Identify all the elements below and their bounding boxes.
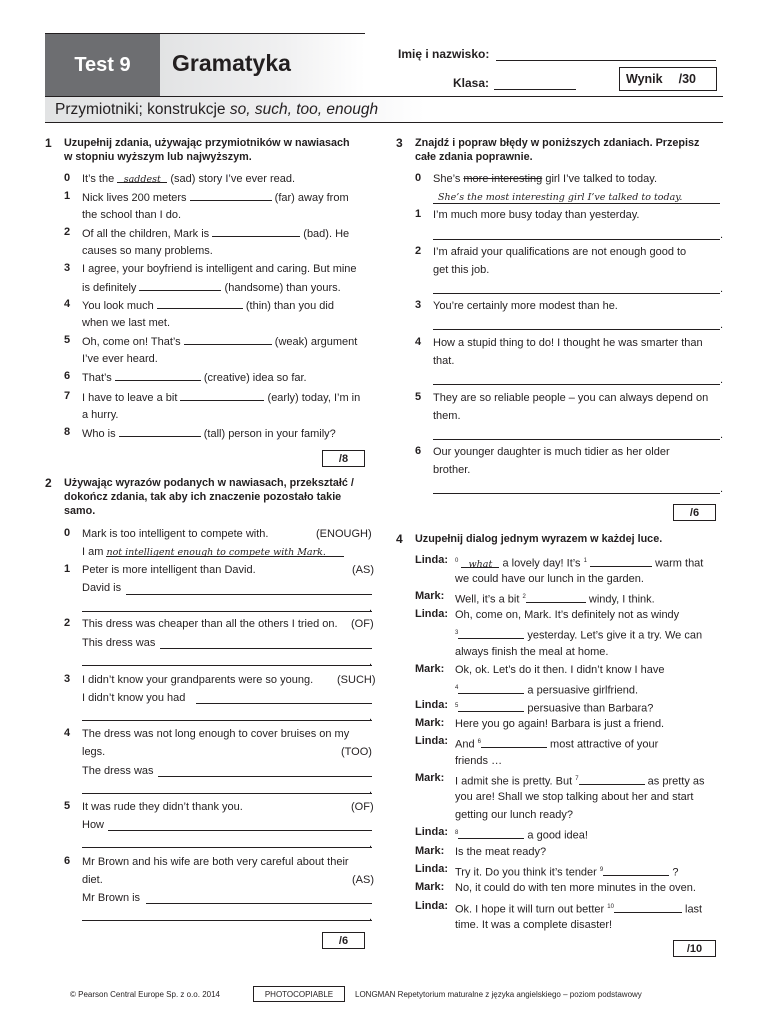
item-text: (handsome) than yours.	[224, 282, 341, 294]
item-line: I’m afraid your qualifications are not enough good to	[433, 246, 687, 258]
answer-line[interactable]	[433, 293, 720, 294]
speaker-label: Mark:	[415, 881, 445, 893]
answer-line[interactable]	[146, 903, 372, 904]
item-text: is definitely	[82, 282, 137, 294]
item-number: 6	[64, 855, 71, 867]
subtitle-italic: so, such, too, enough	[229, 101, 379, 118]
exercise-instruction	[64, 476, 354, 518]
item-line	[82, 334, 357, 349]
full-stop: .	[369, 656, 373, 668]
exercise-score-box: /10	[673, 940, 716, 957]
dialog-text: a persuasive girlfriend.	[527, 684, 639, 697]
item-line: the school than I do.	[82, 209, 182, 221]
test-label-text: Test 9	[74, 53, 131, 76]
item-number: 5	[64, 800, 71, 812]
item-line: brother.	[433, 464, 471, 476]
item-number: 3	[64, 262, 71, 274]
answer-line[interactable]	[108, 830, 372, 831]
item-text: (creative) idea so far.	[203, 372, 307, 384]
item-text: Oh, come on! That’s	[82, 336, 181, 348]
book-title: LONGMAN Repetytorium maturalne z języka angielskiego – poziom podstawowy	[355, 990, 642, 999]
dialog-text: most attractive of your	[550, 738, 659, 751]
answer-blank[interactable]	[157, 298, 243, 309]
gap-blank[interactable]	[526, 592, 586, 603]
item-line: How	[82, 819, 105, 831]
answer-blank[interactable]	[139, 280, 221, 291]
exercise-score-box: /6	[322, 932, 365, 949]
item-line: This dress was cheaper than all the others I tried on.	[82, 618, 338, 630]
item-text: girl I’ve talked to today.	[545, 173, 658, 185]
item-text: I am	[82, 546, 104, 558]
dialog-line	[455, 826, 588, 843]
item-number: 1	[64, 190, 71, 202]
item-number: 6	[415, 445, 422, 457]
full-stop: .	[720, 429, 724, 441]
dialog-text: Well, it’s a bit	[455, 593, 520, 606]
answer-blank[interactable]	[180, 390, 264, 401]
item-text: Nick lives 200 meters	[82, 192, 187, 204]
answer-line[interactable]	[82, 920, 372, 921]
item-number: 4	[64, 298, 71, 310]
speaker-label: Linda:	[415, 826, 448, 838]
item-text: Who is	[82, 428, 116, 440]
item-number: 2	[64, 226, 71, 238]
item-line: They are so reliable people – you can always depend on	[433, 392, 709, 404]
item-line	[82, 370, 307, 385]
exercise-instruction	[64, 136, 350, 164]
item-line: I’m much more busy today than yesterday.	[433, 209, 640, 221]
exercise-instruction	[415, 136, 699, 164]
score-box	[619, 67, 717, 91]
keyword: (AS)	[352, 874, 374, 886]
dialog-line	[455, 735, 658, 752]
item-number: 2	[415, 245, 422, 257]
instruction-line: Używając wyrazów podanych w nawiasach, przekształć /	[64, 477, 354, 489]
dialog-line	[455, 863, 678, 880]
full-stop: .	[720, 483, 724, 495]
crossed-out-text: more interesting	[463, 173, 543, 185]
dialog-line	[455, 590, 655, 607]
speaker-label: Linda:	[415, 554, 448, 566]
item-line	[82, 226, 349, 241]
answer-blank[interactable]	[190, 190, 272, 201]
dialog-text: warm that	[655, 557, 704, 570]
item-line: I didn’t know you had	[82, 692, 186, 704]
answer-blank[interactable]	[212, 226, 300, 237]
copyright-text: © Pearson Central Europe Sp. z o.o. 2014	[70, 990, 220, 999]
item-line: them.	[433, 410, 461, 422]
item-line: causes so many problems.	[82, 245, 213, 257]
handwritten-answer: not intelligent enough to compete with Mark.	[106, 547, 326, 558]
speaker-label: Mark:	[415, 717, 445, 729]
dialog-line	[455, 554, 703, 571]
gap-number: 10	[607, 904, 614, 910]
instruction-line: całe zdania poprawnie.	[415, 151, 533, 163]
handwritten-answer: saddest	[123, 174, 161, 185]
answer-line[interactable]	[433, 239, 720, 240]
speaker-label: Linda:	[415, 863, 448, 875]
item-text: (tall) person in your family?	[203, 428, 336, 440]
class-label: Klasa:	[453, 76, 490, 90]
item-line	[82, 545, 344, 559]
answer-line[interactable]	[126, 594, 372, 595]
item-line: Our younger daughter is much tidier as her older	[433, 446, 670, 458]
item-text: (sad) story I’ve ever read.	[170, 173, 296, 185]
page-subtitle	[55, 101, 378, 119]
item-text: (far) away from	[274, 192, 349, 204]
exercise-number: 4	[396, 532, 403, 546]
header-top-rule	[45, 33, 365, 34]
test-label	[45, 34, 160, 96]
dialog-line	[455, 772, 705, 789]
instruction-line: w stopniu wyższym lub najwyższym.	[64, 151, 252, 163]
item-number: 5	[64, 334, 71, 346]
answer-line[interactable]	[433, 439, 720, 440]
gap-number: 1	[583, 558, 587, 564]
dialog-line	[455, 900, 702, 917]
keyword: (AS)	[352, 564, 374, 576]
answer-line[interactable]	[196, 703, 372, 704]
exercise-score-box: /6	[673, 504, 716, 521]
answer-line[interactable]	[158, 776, 372, 777]
dialog-line: friends …	[455, 755, 503, 767]
keyword: (OF)	[351, 618, 374, 630]
item-line: I didn’t know your grandparents were so young.	[82, 674, 314, 686]
dialog-line: Here you go again! Barbara is just a friend.	[455, 718, 665, 730]
keyword: (SUCH)	[337, 674, 376, 686]
dialog-text: And	[455, 738, 475, 751]
gap-blank[interactable]	[458, 683, 524, 694]
item-number: 5	[415, 391, 422, 403]
photocopiable-badge	[253, 986, 345, 1002]
speaker-label: Mark:	[415, 845, 445, 857]
exercise-number: 1	[45, 136, 52, 150]
item-line: It was rude they didn’t thank you.	[82, 801, 243, 813]
item-line	[433, 172, 657, 186]
item-line: The dress was	[82, 765, 154, 777]
item-line	[82, 298, 334, 313]
item-number: 1	[415, 208, 422, 220]
item-number: 6	[64, 370, 71, 382]
dialog-line: time. It was a complete disaster!	[455, 919, 613, 931]
gap-number: 3	[455, 630, 459, 636]
subtitle-plain: Przymiotniki; konstrukcje	[55, 101, 230, 118]
item-text: Of all the children, Mark is	[82, 228, 210, 240]
gap-blank[interactable]	[590, 556, 652, 567]
dialog-line	[455, 699, 653, 716]
gap-blank[interactable]	[481, 737, 547, 748]
speaker-label: Linda:	[415, 699, 448, 711]
item-line: a hurry.	[82, 409, 119, 421]
item-number: 8	[64, 426, 71, 438]
answer-blank[interactable]	[117, 172, 167, 183]
gap-number: 6	[477, 739, 481, 745]
item-line: Mark is too intelligent to compete with.	[82, 528, 269, 540]
keyword: (TOO)	[341, 746, 372, 758]
name-field[interactable]	[496, 60, 716, 61]
item-line: Peter is more intelligent than David.	[82, 564, 256, 576]
dialog-text: a good idea!	[527, 829, 588, 842]
instruction-line: dokończ zdania, tak aby ich znaczenie pozostało takie	[64, 491, 342, 503]
score-total: /30	[678, 72, 696, 86]
gap-number: 5	[455, 703, 459, 709]
exercise-number: 2	[45, 476, 52, 490]
item-number: 0	[64, 527, 71, 539]
item-line: Mr Brown and his wife are both very careful about their	[82, 856, 349, 868]
speaker-label: Mark:	[415, 663, 445, 675]
gap-blank[interactable]	[579, 774, 645, 785]
full-stop: .	[369, 602, 373, 614]
item-text: She’s	[433, 173, 461, 185]
speaker-label: Mark:	[415, 590, 445, 602]
full-stop: .	[720, 374, 724, 386]
answer-blank[interactable]	[106, 545, 344, 557]
item-text: It’s the	[82, 173, 115, 185]
dialog-text: persuasive than Barbara?	[527, 702, 654, 715]
page-title: Gramatyka	[172, 50, 291, 76]
dialog-line: Ok, ok. Let’s do it then. I didn’t know I have	[455, 664, 665, 676]
dialog-text: a lovely day! It’s	[502, 557, 581, 570]
full-stop: .	[369, 911, 373, 923]
full-stop: .	[720, 283, 724, 295]
exercise-score-box: /8	[322, 450, 365, 467]
item-text: (thin) than you did	[245, 300, 334, 312]
dialog-text: as pretty as	[647, 775, 705, 788]
full-stop: .	[369, 784, 373, 796]
item-number: 4	[415, 336, 422, 348]
item-number: 1	[64, 563, 71, 575]
item-text: That’s	[82, 372, 112, 384]
answer-line[interactable]	[433, 384, 720, 385]
item-number: 4	[64, 727, 71, 739]
item-line: that.	[433, 355, 455, 367]
exercise-number: 3	[396, 136, 403, 150]
item-line	[82, 280, 341, 295]
item-line: Mr Brown is	[82, 892, 141, 904]
dialog-line: we could have our lunch in the garden.	[455, 573, 644, 585]
instruction-line: samo.	[64, 505, 96, 517]
handwritten-answer: what	[468, 558, 493, 570]
gap-blank[interactable]	[461, 557, 499, 568]
item-line: The dress was not long enough to cover bruises on my	[82, 728, 350, 740]
gap-number: 2	[522, 594, 526, 600]
photocopiable-text: PHOTOCOPIABLE	[264, 989, 334, 999]
item-line: get this job.	[433, 264, 490, 276]
dialog-line: always finish the meal at home.	[455, 646, 609, 658]
gap-blank[interactable]	[458, 628, 524, 639]
dialog-line	[455, 681, 638, 698]
speaker-label: Linda:	[415, 608, 448, 620]
item-line	[82, 390, 360, 405]
dialog-line: Oh, come on, Mark. It’s definitely not as windy	[455, 609, 680, 621]
gap-number: 4	[455, 685, 459, 691]
answer-line[interactable]	[82, 611, 372, 612]
answer-line[interactable]	[433, 493, 720, 494]
score-label: Wynik	[626, 72, 663, 86]
item-line: legs.	[82, 746, 106, 758]
item-line	[82, 426, 336, 441]
instruction-line: Znajdź i popraw błędy w poniższych zdaniach. Przepisz	[415, 137, 700, 149]
item-line: I’ve ever heard.	[82, 353, 158, 365]
item-line	[82, 190, 349, 205]
gap-blank[interactable]	[603, 865, 669, 876]
gap-number: 9	[599, 867, 604, 873]
item-line: How a stupid thing to do! I thought he was smarter than	[433, 337, 703, 349]
answer-blank[interactable]	[184, 334, 272, 345]
item-line: diet.	[82, 874, 103, 886]
item-number: 0	[64, 172, 71, 184]
item-number: 7	[64, 390, 71, 402]
keyword: (OF)	[351, 801, 374, 813]
item-line: You’re certainly more modest than he.	[433, 300, 618, 312]
class-field[interactable]	[494, 89, 576, 90]
item-line: I agree, your boyfriend is intelligent and caring. But mine	[82, 263, 357, 275]
gap-blank[interactable]	[614, 902, 682, 913]
answer-line[interactable]	[82, 847, 372, 848]
answer-line[interactable]	[433, 329, 720, 330]
dialog-text: windy, I think.	[588, 593, 655, 606]
item-text: (weak) argument	[274, 336, 358, 348]
keyword: (ENOUGH)	[316, 528, 372, 540]
dialog-text: Ok. I hope it will turn out better	[455, 903, 605, 916]
speaker-label: Linda:	[415, 735, 448, 747]
dialog-text: ?	[672, 866, 679, 879]
answer-blank[interactable]	[119, 426, 201, 437]
answer-line[interactable]	[82, 665, 372, 666]
item-text: You look much	[82, 300, 154, 312]
dialog-text: last	[685, 903, 703, 916]
dialog-text: Try it. Do you think it’s tender	[455, 866, 597, 879]
item-number: 3	[415, 299, 422, 311]
speaker-label: Mark:	[415, 772, 445, 784]
full-stop: .	[369, 711, 373, 723]
handwritten-answer: She’s the most interesting girl I’ve talked to today.	[438, 192, 683, 203]
dialog-text: I admit she is pretty. But	[455, 775, 573, 788]
name-label: Imię i nazwisko:	[398, 47, 490, 61]
item-text: I have to leave a bit	[82, 392, 178, 404]
gap-blank[interactable]	[458, 701, 524, 712]
item-line: David is	[82, 582, 122, 594]
full-stop: .	[369, 838, 373, 850]
answer-line[interactable]	[82, 720, 372, 721]
item-text: (early) today, I’m in	[267, 392, 361, 404]
answer-line	[433, 203, 720, 204]
gap-blank[interactable]	[458, 828, 524, 839]
answer-blank[interactable]	[115, 370, 201, 381]
full-stop: .	[720, 229, 724, 241]
answer-line[interactable]	[160, 648, 372, 649]
gap-number: 8	[455, 830, 459, 836]
dialog-line: you are! Shall we stop talking about her and start	[455, 791, 694, 803]
full-stop: .	[720, 319, 724, 331]
dialog-line: No, it could do with ten more minutes in the oven.	[455, 882, 696, 894]
item-line: This dress was	[82, 637, 156, 649]
dialog-line: Is the meat ready?	[455, 846, 547, 858]
gap-number: 0	[455, 558, 459, 564]
item-number: 3	[64, 673, 71, 685]
answer-line[interactable]	[82, 793, 372, 794]
item-line	[82, 172, 295, 186]
dialog-line: getting our lunch ready?	[455, 809, 574, 821]
dialog-line	[455, 626, 702, 643]
item-number: 0	[415, 172, 422, 184]
dialog-text: yesterday. Let’s give it a try. We can	[527, 629, 703, 642]
instruction-line: Uzupełnij zdania, używając przymiotników w nawiasach	[64, 137, 350, 149]
item-text: (bad). He	[303, 228, 350, 240]
exercise-instruction: Uzupełnij dialog jednym wyrazem w każdej luce.	[415, 533, 663, 545]
gap-number: 7	[575, 776, 579, 782]
subtitle-rule	[45, 122, 723, 123]
item-line: when we last met.	[82, 317, 171, 329]
item-number: 2	[64, 617, 71, 629]
speaker-label: Linda:	[415, 900, 448, 912]
